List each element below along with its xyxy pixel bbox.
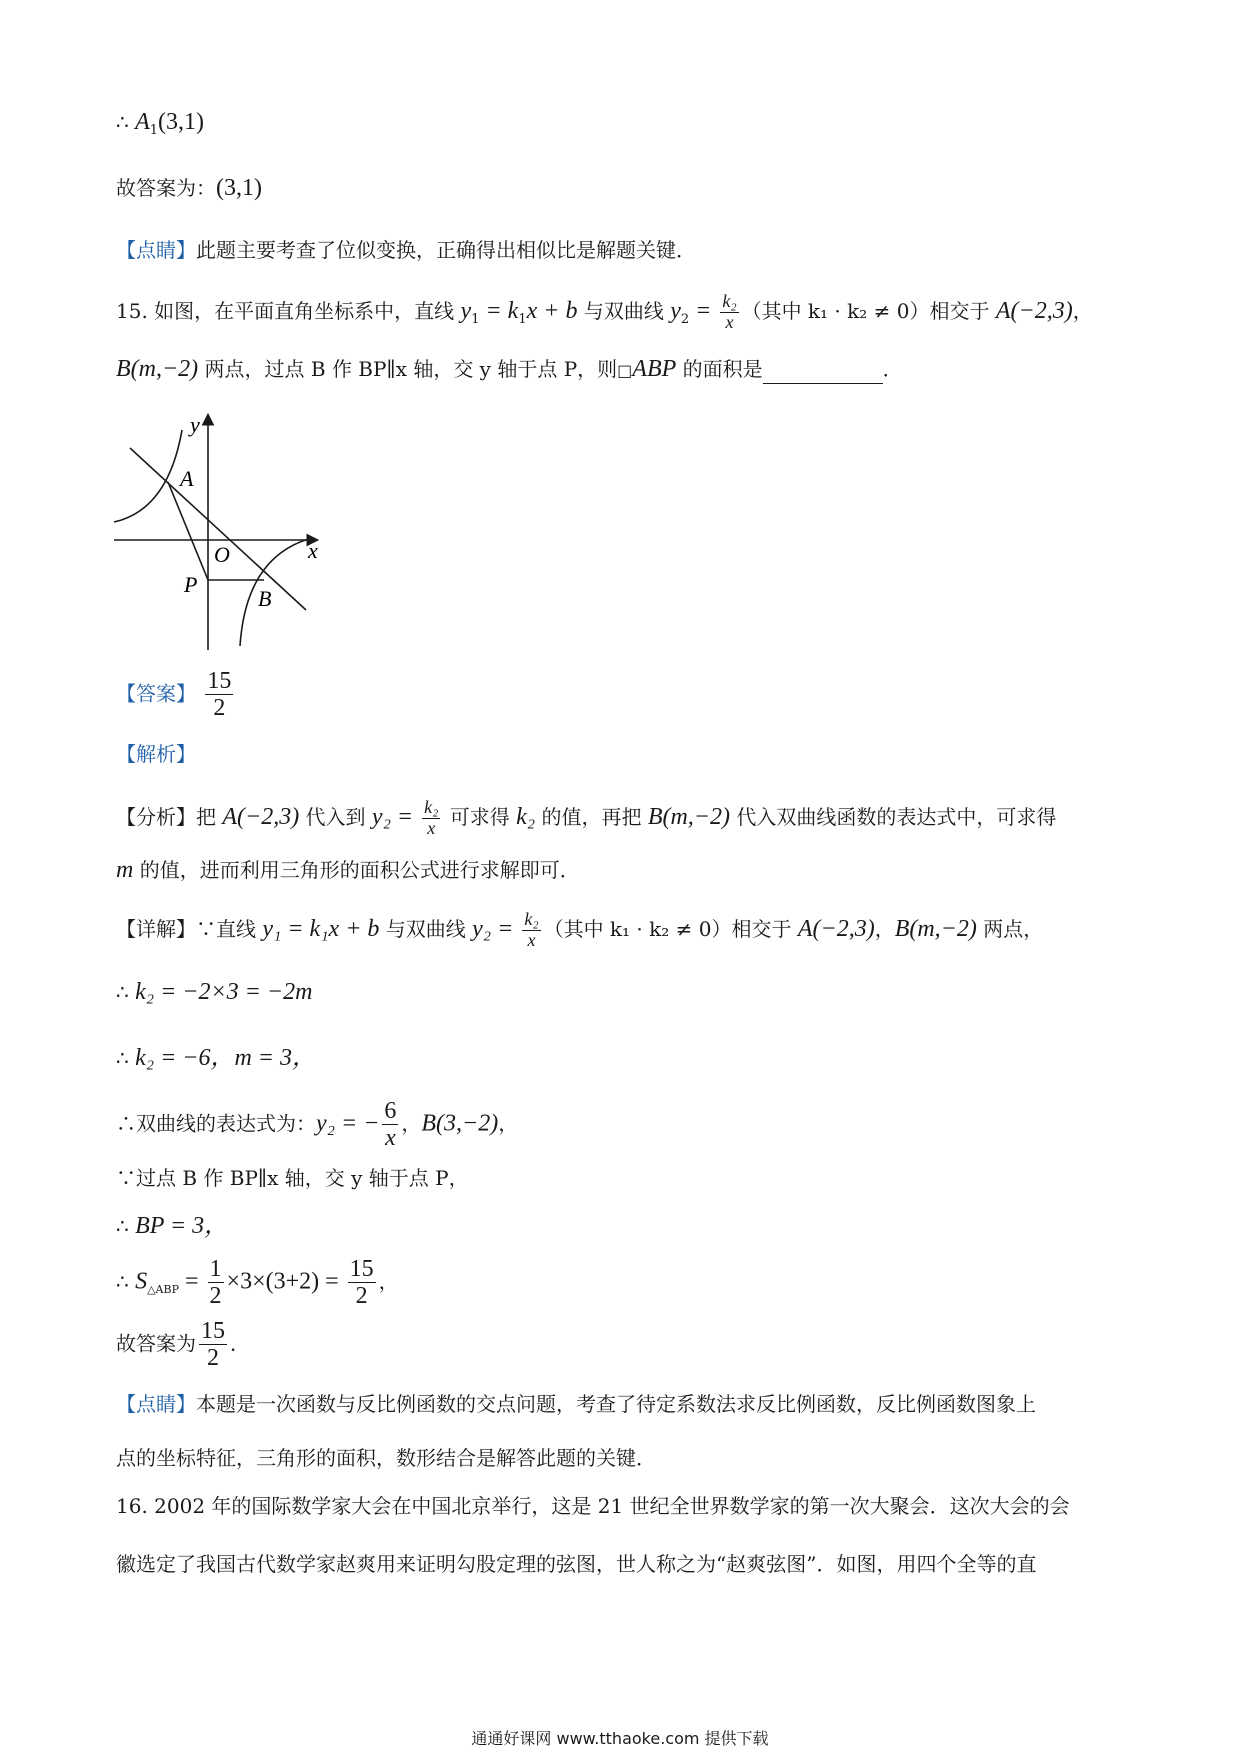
step-5 (116, 1212, 228, 1241)
question-text: 两点，过点 B 作 BP∥x 轴，交 y 轴于点 P，则 (198, 357, 618, 381)
math-y2: y (670, 297, 681, 324)
question-15-line-2 (116, 355, 903, 384)
question-15-line-1 (116, 292, 1093, 333)
coordinate-figure (110, 410, 330, 650)
math-eq: x + b (526, 297, 578, 324)
text: 双曲线的表达式为： (136, 1111, 316, 1136)
text: 可求得 (443, 804, 517, 829)
answer-line (116, 668, 236, 722)
answer-blank[interactable] (763, 363, 883, 384)
point-a: A(−2,3) (995, 297, 1073, 324)
comment-tag: 【点睛】 (116, 238, 196, 262)
question-text: 16. 2002 年的国际数学家大会在中国北京举行，这是 21 世纪全世界数学家的第一次大聚会．这次大会的会 (116, 1494, 1070, 1518)
point-b: B(m,−2) (894, 915, 977, 942)
step-7 (116, 1318, 250, 1372)
fraction-denominator: x (527, 929, 536, 950)
label-x: x (308, 538, 318, 563)
subscript: △ABP (147, 1283, 179, 1297)
analysis-tag: 【解析】 (116, 742, 196, 766)
fraction-numerator: 6 (384, 1098, 397, 1124)
question-text: 15. 如图，在平面直角坐标系中，直线 (116, 298, 461, 323)
subscript: 1 (149, 123, 159, 138)
fraction-denominator: x (725, 311, 734, 332)
punct: ， (498, 1111, 519, 1136)
math-y2: y₂ = (472, 915, 520, 942)
question-text: 徽选定了我国古代数学家赵爽用来证明勾股定理的弦图，世人称之为“赵爽弦图”．如图，用四个全等的直 (116, 1552, 1037, 1576)
line-comment-prev (116, 238, 696, 262)
answer-fraction (205, 668, 233, 722)
line-y1 (130, 448, 306, 610)
text: ∵过点 B 作 BP∥x 轴，交 y 轴于点 P， (116, 1166, 469, 1190)
fraction-6-x (382, 1098, 398, 1152)
comment-text: 本题是一次函数与反比例函数的交点问题，考查了待定系数法求反比例函数，反比例函数图象上 (196, 1392, 1036, 1416)
therefore-symbol: ∴ (116, 1046, 129, 1070)
analysis-line-2 (116, 856, 580, 885)
question-16-line-2 (116, 1552, 1036, 1576)
fraction-denominator: x (427, 817, 436, 838)
text: 把 (196, 804, 223, 829)
label-o: O (214, 542, 230, 567)
area-symbol: S (135, 1268, 148, 1295)
label-a: A (180, 466, 194, 491)
fraction-numerator: 15 (201, 1318, 225, 1344)
equation: ×3×(3+2) = (226, 1268, 345, 1295)
triangle-icon: □ (617, 361, 633, 380)
therefore-symbol: ∴ (116, 1111, 136, 1136)
equation: k₂ = −2×3 = −2m (135, 979, 313, 1005)
detail-line-1 (116, 910, 1043, 951)
question-text: 与双曲线 (577, 298, 671, 323)
fraction-denominator: 2 (355, 1283, 368, 1310)
fraction-numerator: k₂ (524, 909, 539, 929)
answer-value: (3,1) (216, 175, 262, 201)
point-b: B(3,−2) (421, 1110, 499, 1137)
answer-tag: 【答案】 (116, 681, 196, 706)
hyperbola-branch-upper-left (114, 430, 182, 522)
point-a: A(−2,3) (797, 915, 875, 942)
fraction-numerator: k₂ (424, 797, 439, 817)
subscript: 2 (680, 311, 690, 327)
step-1 (116, 978, 312, 1007)
step-3 (116, 1098, 518, 1152)
segment-ap (168, 482, 208, 580)
text: ∵直线 (196, 916, 263, 941)
comment-text: 点的坐标特征，三角形的面积，数形结合是解答此题的关键． (116, 1446, 656, 1470)
analysis-line-1 (116, 798, 1056, 839)
text: 与双曲线 (379, 916, 473, 941)
text: 代入双曲线函数的表达式中，可求得 (729, 804, 1057, 829)
point-a1: A (135, 109, 150, 135)
detail-label: 【详解】 (116, 916, 196, 941)
therefore-symbol: ∴ (116, 1214, 129, 1238)
equation: k₂ = −6，m = 3， (135, 1045, 317, 1071)
math-k2: k₂ (516, 803, 536, 830)
text: 故答案为 (116, 1331, 196, 1356)
text: 两点， (976, 916, 1044, 941)
fraction-numerator: 15 (349, 1256, 374, 1282)
fraction-numerator: k₂ (722, 291, 737, 311)
math-eq: = k (479, 297, 519, 324)
fraction-numerator: 1 (209, 1256, 222, 1282)
line-answer-prev (116, 174, 262, 203)
label-y: y (190, 412, 200, 437)
hyperbola-branch-lower-right (240, 538, 312, 646)
punct: ， (378, 1269, 399, 1294)
fraction-result (348, 1256, 376, 1310)
text: 的值，再把 (535, 804, 648, 829)
step-2 (116, 1044, 316, 1073)
point-b: B(m,−2) (647, 803, 730, 830)
text: ， (874, 916, 895, 941)
triangle-name: ABP (632, 356, 677, 382)
analysis-heading (116, 742, 196, 766)
math-y1: y₁ = k₁x + b (262, 915, 380, 942)
equation: = (178, 1268, 205, 1295)
subscript: 1 (518, 311, 527, 327)
label-p: P (184, 572, 198, 597)
answer-label: 故答案为： (116, 176, 216, 200)
subscript: 1 (471, 311, 480, 327)
fraction-denominator: 2 (207, 1345, 219, 1372)
line-a1-coordinates (116, 108, 204, 137)
question-16-line-1 (116, 1494, 1070, 1518)
math-eq: = (689, 297, 718, 324)
step-6 (116, 1256, 399, 1310)
therefore-symbol: ∴ (116, 110, 129, 134)
fraction-k2-x (422, 798, 440, 839)
fraction-k2-x (720, 292, 738, 333)
point-b: B(m,−2) (116, 356, 199, 382)
math-y1: y (460, 297, 472, 324)
fraction-numerator: 15 (207, 668, 232, 694)
comment-line-2 (116, 1446, 656, 1470)
label-b: B (258, 586, 272, 611)
punct: ， (401, 1111, 422, 1136)
math-m: m (116, 857, 134, 883)
fraction-half (208, 1256, 224, 1310)
fraction-answer (199, 1318, 227, 1372)
comment-tag: 【点睛】 (116, 1392, 196, 1416)
question-text: 的面积是 (676, 357, 763, 381)
page-footer: 通通好课网 www.tthaoke.com 提供下载 (471, 1729, 769, 1748)
comment-line-1 (116, 1392, 1036, 1416)
analysis-label: 【分析】 (116, 804, 196, 829)
text: （其中 k₁ · k₂ ≠ 0）相交于 (543, 916, 798, 941)
fraction-denominator: 2 (213, 695, 226, 722)
math-y2: y₂ = (371, 803, 420, 830)
fraction-denominator: 2 (209, 1283, 222, 1310)
equation: BP = 3， (135, 1213, 229, 1239)
step-4 (116, 1166, 469, 1190)
question-text: （其中 k₁ · k₂ ≠ 0）相交于 (741, 298, 996, 323)
comment-text: 此题主要考查了位似变换，正确得出相似比是解题关键． (196, 238, 696, 262)
therefore-symbol: ∴ (116, 1269, 129, 1294)
punct: ， (1072, 298, 1093, 323)
fraction-denominator: x (385, 1125, 396, 1152)
therefore-symbol: ∴ (116, 980, 129, 1004)
text: 代入到 (299, 804, 372, 829)
point-a: A(−2,3) (222, 803, 300, 830)
punct: ． (230, 1331, 250, 1356)
equation: y₂ = − (316, 1110, 380, 1137)
coord-value: (3,1) (158, 109, 205, 135)
text: 的值，进而利用三角形的面积公式进行求解即可． (133, 858, 580, 882)
punct: ． (882, 357, 903, 381)
fraction-k2-x (522, 910, 540, 951)
